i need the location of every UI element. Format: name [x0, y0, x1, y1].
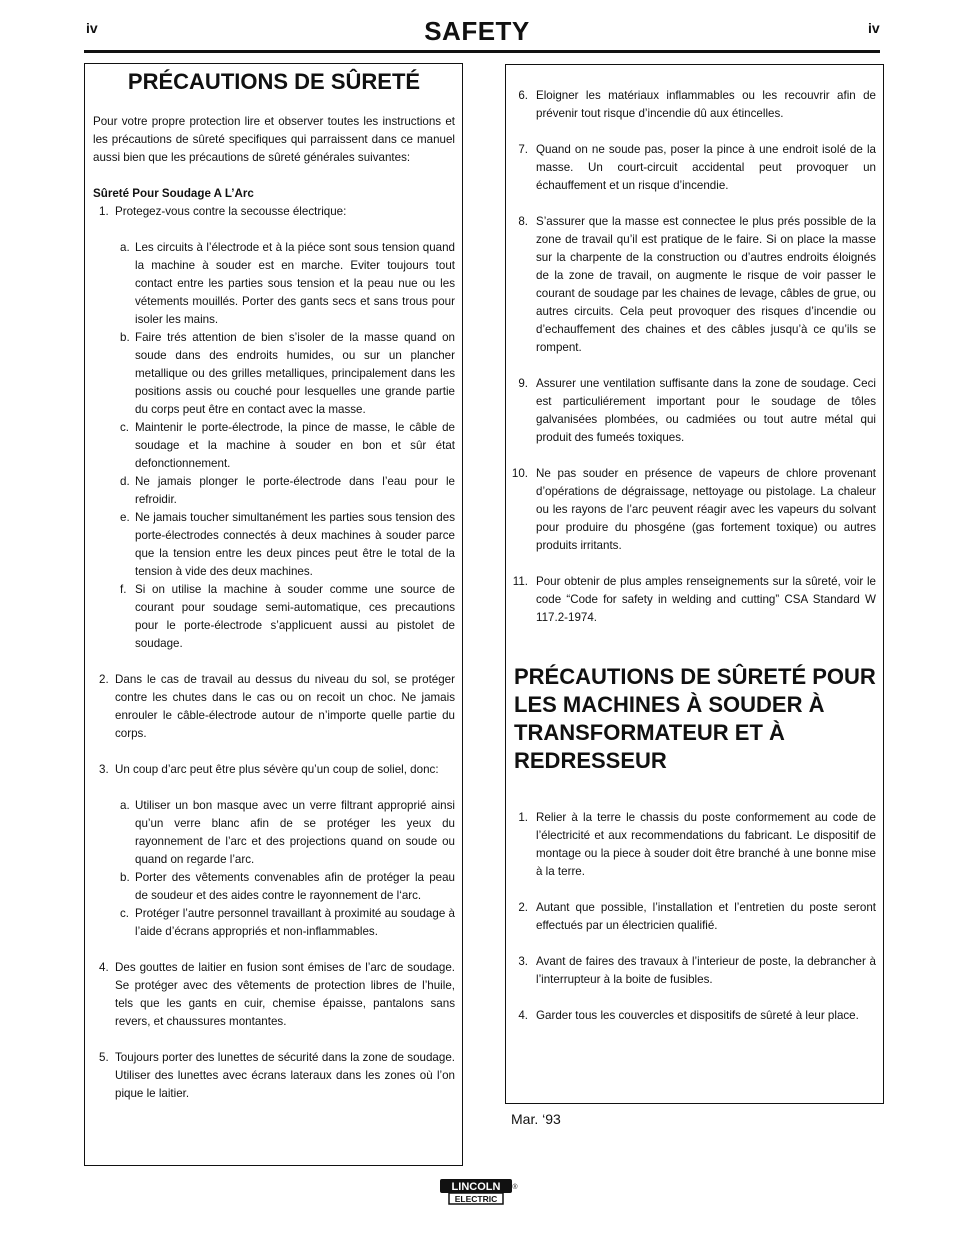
sub-item-letter: d. — [120, 475, 130, 488]
list-item — [514, 213, 876, 357]
item-number: 3. — [518, 955, 528, 968]
item-text: Protegez-vous contre la secousse électrique: — [115, 205, 347, 218]
sub-item — [93, 509, 455, 581]
item-number: 2. — [99, 673, 109, 686]
sub-item — [93, 581, 455, 653]
list-item — [514, 809, 876, 881]
sub-item-text: Utiliser un bon masque avec un verre filtrant approprié ainsi qu’un verre blanc afin de se protéger les yeux du rayonnement de l’arc et des projections quand on soude ou quand on regarde l’arc. — [135, 799, 455, 866]
item-number: 6. — [518, 89, 528, 102]
list-item — [514, 375, 876, 447]
list-item — [93, 203, 455, 221]
item-text: Assurer une ventilation suffisante dans la zone de soudage. Ceci est particuliérement important pour le soudage de tôles galvanisées plombées, ou cadmiées ou tout autre métal qui produit des fumeés toxiques. — [536, 377, 876, 444]
sub-item-letter: e. — [120, 511, 130, 524]
lincoln-electric-logo-icon — [439, 1178, 519, 1206]
left-heading: PRÉCAUTIONS DE SÛRETÉ — [127, 69, 421, 94]
svg-text:®: ® — [512, 1184, 518, 1191]
sub-item-letter: b. — [120, 331, 130, 344]
sub-item-letter: c. — [120, 421, 130, 434]
list-item — [514, 87, 876, 123]
list-item — [93, 959, 455, 1031]
list-item — [514, 141, 876, 195]
item-number: 3. — [99, 763, 109, 776]
sub-item-text: Ne jamais plonger le porte-électrode dans l’eau pour le refroidir. — [135, 475, 455, 506]
item-text: Des gouttes de laitier en fusion sont émises de l’arc de soudage. Se protéger avec des vêtements de protection libres de l’huile, tels que les gants en cuir, chemise épaisse, pantalons sans revers, et chaussures montantes. — [115, 961, 455, 1028]
sub-item — [93, 869, 455, 905]
list-item — [514, 573, 876, 627]
item-text: Relier à la terre le chassis du poste conformement au code de l’électricité et aux recommendations du fabricant. Le dispositif de montage ou la piece à souder doit être branché à une bonne mise à la terre. — [536, 811, 876, 878]
sub-list — [93, 239, 455, 653]
item-number: 1. — [99, 205, 109, 218]
sub-item-letter: f. — [120, 583, 127, 596]
sub-item-letter: a. — [120, 799, 130, 812]
sub-item-text: Protéger l’autre personnel travaillant à proximité au soudage à l’aide d’écrans appropriés et non-inflammables. — [135, 907, 455, 938]
item-text: Pour obtenir de plus amples renseignements sur la sûreté, voir le code “Code for safety in welding and cutting” CSA Standard W 117.2-1974. — [536, 575, 876, 624]
item-text: Quand on ne soude pas, poser la pince à une endroit isolé de la masse. Un court-circuit accidental peut provoquer un échauffement et un risque d’incendie. — [536, 143, 876, 192]
page-title: SAFETY — [424, 16, 530, 46]
header-rule — [84, 50, 880, 53]
list-item — [514, 1007, 876, 1025]
list-item — [511, 465, 876, 555]
list-item — [514, 899, 876, 935]
list-item — [93, 761, 455, 779]
item-text: Avant de faires des travaux à l’interieur de poste, la debrancher à l’interrupteur à la boite de fusibles. — [536, 955, 876, 986]
sub-item — [93, 419, 455, 473]
item-number: 5. — [99, 1051, 109, 1064]
item-text: Dans le cas de travail au dessus du niveau du sol, se protéger contre les chutes dans le cas ou on recoit un choc. Ne jamais enrouler le câble-électrode autour de n’importe quelle partie du corps. — [115, 673, 455, 740]
item-text: Ne pas souder en présence de vapeurs de chlore provenant d’opérations de dégraissage, nettoyage ou pistolage. La chaleur ou les rayons de l’arc peuvent réagir avec les vapeurs du solvant pour produire du phosgéne (gas fortement toxique) ou autres produits irritants. — [536, 467, 876, 552]
arc-welding-subhead: Sûreté Pour Soudage A L’Arc — [93, 187, 254, 200]
left-column-box — [84, 63, 463, 1166]
sub-list — [93, 797, 455, 941]
intro-paragraph: Pour votre propre protection lire et observer toutes les instructions et les précautions de sûreté specifiques qui parraissent dans ce manuel aussi bien que les précautions de sûreté générales suivantes: — [93, 115, 455, 164]
sub-item-text: Les circuits à l’électrode et à la piéce sont sous tension quand la machine à souder est en marche. Eviter toujours tout contact entre les parties sous tension et la peau nue ou les vétements mouillés. Porter des gants secs et sans trous pour isoler les mains. — [135, 241, 455, 326]
item-number: 7. — [518, 143, 528, 156]
sub-item-text: Porter des vêtements convenables afin de protéger la peau de soudeur et des aides contre le rayonnement de l‘arc. — [135, 871, 455, 902]
sub-item — [93, 329, 455, 419]
list-item — [514, 953, 876, 989]
page-number-left: iv — [86, 20, 98, 36]
item-text: Un coup d’arc peut être plus sévère qu’un coup de soliel, donc: — [115, 763, 439, 776]
sub-item-letter: a. — [120, 241, 130, 254]
right-column-box — [505, 64, 884, 1104]
page-number-right: iv — [868, 20, 880, 36]
item-number: 1. — [518, 811, 528, 824]
item-number: 4. — [518, 1009, 528, 1022]
item-text: S’assurer que la masse est connectee le plus prés possible de la zone de travail qu’il est pratique de le faire. Si on place la masse sur la charpente de la construction ou d’autres endroits éloignés de la zone de travail, on augmente le risque de voir passer le courant de soudage par les chaines de levage, câbles de grue, ou autres circuits. Cela peut provoquer des risques d’incendie ou d’echauffement des chaines et des câbles jusqu’à ce qu’ils se rompent. — [536, 215, 876, 354]
sub-item-letter: b. — [120, 871, 130, 884]
sub-item — [93, 473, 455, 509]
item-number: 11. — [512, 575, 528, 588]
sub-item-letter: c. — [120, 907, 130, 920]
list-item — [93, 671, 455, 743]
revision-date: Mar. ‘93 — [511, 1111, 561, 1127]
sub-item — [93, 239, 455, 329]
item-text: Eloigner les matériaux inflammables ou les recouvrir afin de prévenir tout risque d’incendie dû aux étincelles. — [536, 89, 876, 120]
item-text: Toujours porter des lunettes de sécurité dans la zone de soudage. Utiliser des lunettes avec écrans lateraux dans les zones où l’on pique le laitier. — [115, 1051, 455, 1100]
svg-text:LINCOLN: LINCOLN — [451, 1181, 501, 1193]
list-item — [93, 1049, 455, 1103]
sub-item — [93, 797, 455, 869]
item-number: 8. — [518, 215, 528, 228]
sub-item-text: Si on utilise la machine à souder comme une source de courant pour soudage semi-automatique, ces precautions pour le porte-électrode s’applicuent aussi au pistolet de soudage. — [135, 583, 455, 650]
sub-item-text: Faire trés attention de bien s’isoler de la masse quand on soude dans des endroits humides, ou sur un plancher metallique ou des grilles metalliques, principalement dans les positions assis ou couché pour lesquelles une grande partie du corps peut être en contact avec la masse. — [135, 331, 455, 416]
sub-item-text: Ne jamais toucher simultanément les parties sous tension des porte-électrodes connectés à deux machines à souder parce que la tension entre les deux pinces peut être le total de la tension à vide des deux machines. — [135, 511, 455, 578]
sub-item-text: Maintenir le porte-électrode, la pince de masse, le câble de soudage et la machine à souder en bon et sûr état defonctionnement. — [135, 421, 455, 470]
item-text: Garder tous les couvercles et dispositifs de sûreté à leur place. — [536, 1009, 859, 1022]
sub-item — [93, 905, 455, 941]
item-number: 9. — [518, 377, 528, 390]
item-number: 2. — [518, 901, 528, 914]
item-number: 10. — [511, 467, 528, 480]
item-number: 4. — [99, 961, 109, 974]
item-text: Autant que possible, l’installation et l’entretien du poste seront effectués par un électricien qualifié. — [536, 901, 876, 932]
svg-text:ELECTRIC: ELECTRIC — [454, 1194, 498, 1204]
right-heading: PRÉCAUTIONS DE SÛRETÉ POUR LES MACHINES À SOUDER À TRANSFORMATEUR ET À REDRESSEUR — [514, 664, 876, 773]
